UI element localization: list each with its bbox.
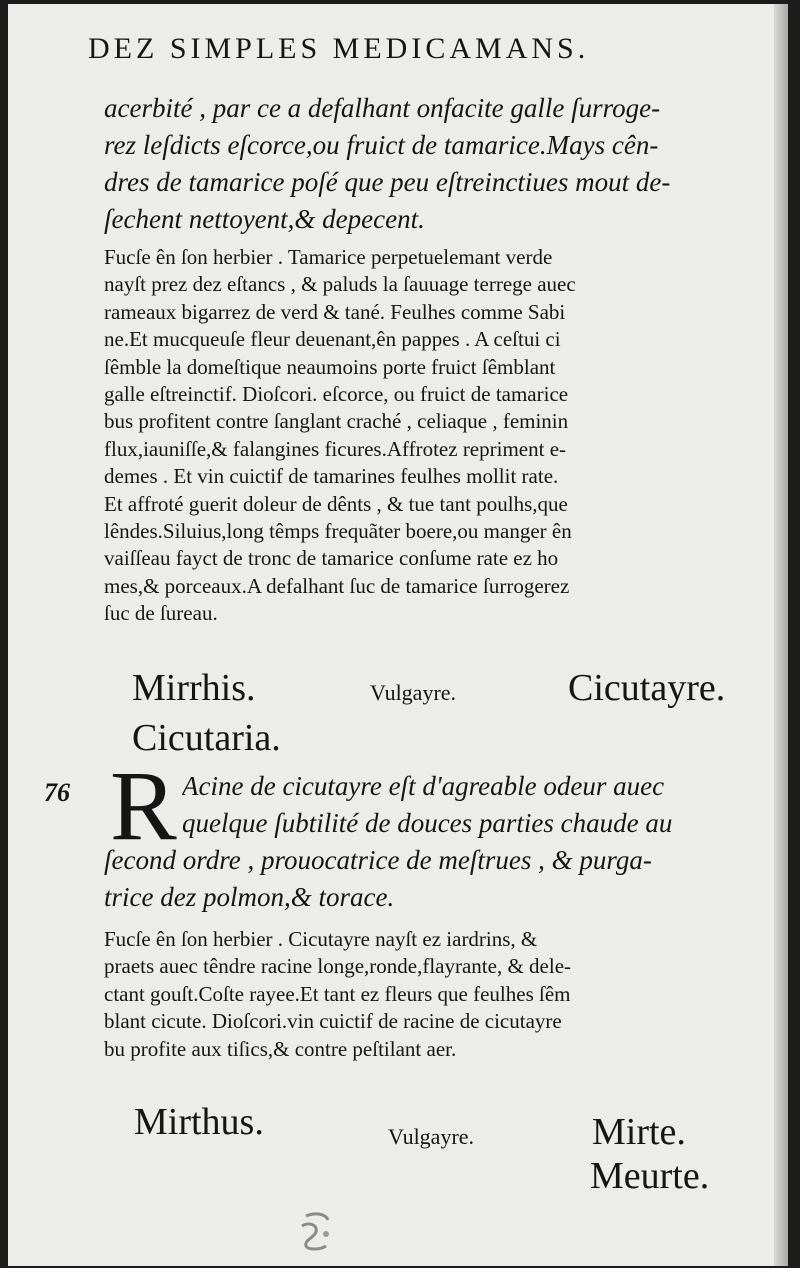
text-line: vaiſſeau fayct de tronc de tamarice conſume rate ez ho: [104, 546, 559, 571]
text-line: dres de tamarice poſé que peu eſtreinctiues mout de-: [104, 167, 671, 197]
cicutayre-intro-b: [104, 842, 764, 916]
entry-name-latin: Mirrhis.: [132, 667, 256, 709]
cicutayre-intro-a: [182, 768, 764, 842]
text-line: Et affroté guerit doleur de dênts , & tue tant poulhs,que: [104, 491, 568, 516]
text-line: praets auec têndre racine longe,ronde,flayrante, & dele-: [104, 954, 572, 979]
text-line: quelque ſubtilité de douces parties chaude au: [182, 808, 673, 838]
entry-name-vulgar-alt: Meurte.: [590, 1155, 710, 1197]
text-line: nayſt prez dez eſtancs , & paluds la ſauuage terrege auec: [104, 272, 576, 297]
text-line: Acine de cicutayre eſt d'agreable odeur auec: [182, 771, 665, 801]
text-line: rez leſdicts eſcorce,ou fruict de tamarice.Mays cên-: [104, 130, 659, 160]
vulgar-label: Vulgayre.: [388, 1124, 475, 1149]
entry-name-latin: Mirthus.: [134, 1101, 264, 1143]
ink-stamp-icon: [296, 1210, 340, 1254]
tamarice-intro: [104, 90, 764, 238]
text-line: trice dez polmon,& torace.: [104, 882, 395, 912]
tamarice-body: [104, 244, 764, 628]
text-line: acerbité , par ce a defalhant onfacite galle ſurroge-: [104, 93, 661, 123]
entry-name-vulgar: Mirte.: [592, 1111, 686, 1153]
text-line: ſuc de ſureau.: [104, 601, 218, 626]
text-line: bu profite aux tiſics,& contre peſtilant aer.: [104, 1036, 457, 1061]
text-line: ctant gouſt.Coſte rayee.Et tant ez fleurs que feulhes ſêm: [104, 981, 571, 1006]
entry-name-latin-alt: Cicutaria.: [132, 717, 281, 759]
text-line: mes,& porceaux.A defalhant ſuc de tamarice ſurrogerez: [104, 573, 570, 598]
cicutayre-body: [104, 926, 764, 1063]
text-line: ſêmble la domeſtique neaumoins porte fruict ſêmblant: [104, 354, 556, 379]
text-line: rameaux bigarrez de verd & tané. Feulhes comme Sabi: [104, 299, 566, 324]
drop-cap: R: [110, 750, 177, 861]
running-head: DEZ SIMPLES MEDICAMANS.: [88, 32, 590, 65]
text-line: galle eſtreinctif. Dioſcori. eſcorce, ou fruict de tamarice: [104, 382, 569, 407]
margin-number: 76: [44, 778, 70, 807]
text-line: blant cicute. Dioſcori.vin cuictif de racine de cicutayre: [104, 1009, 562, 1034]
text-line: demes . Et vin cuictif de tamarines feulhes mollit rate.: [104, 464, 559, 489]
text-line: ſecond ordre , prouocatrice de meſtrues , & purga-: [104, 845, 652, 875]
text-line: flux,iauniſſe,& falangines ficures.Affrotez repriment e-: [104, 436, 567, 461]
vulgar-label: Vulgayre.: [370, 680, 457, 705]
page-edge: [774, 4, 788, 1266]
entry-name-vulgar: Cicutayre.: [568, 667, 726, 709]
book-page: [8, 4, 788, 1266]
text-line: ſechent nettoyent,& depecent.: [104, 204, 425, 234]
text-line: Fucſe ên ſon herbier . Cicutayre nayſt ez iardrins, &: [104, 927, 538, 951]
text-line: ne.Et mucqueuſe fleur deuenant,ên pappes . A ceſtui ci: [104, 327, 561, 352]
text-line: Fucſe ên ſon herbier . Tamarice perpetuelemant verde: [104, 245, 553, 269]
text-line: bus profitent contre ſanglant craché , celiaque , feminin: [104, 409, 569, 434]
text-line: lêndes.Siluius,long têmps frequãter boere,ou manger ên: [104, 519, 572, 544]
